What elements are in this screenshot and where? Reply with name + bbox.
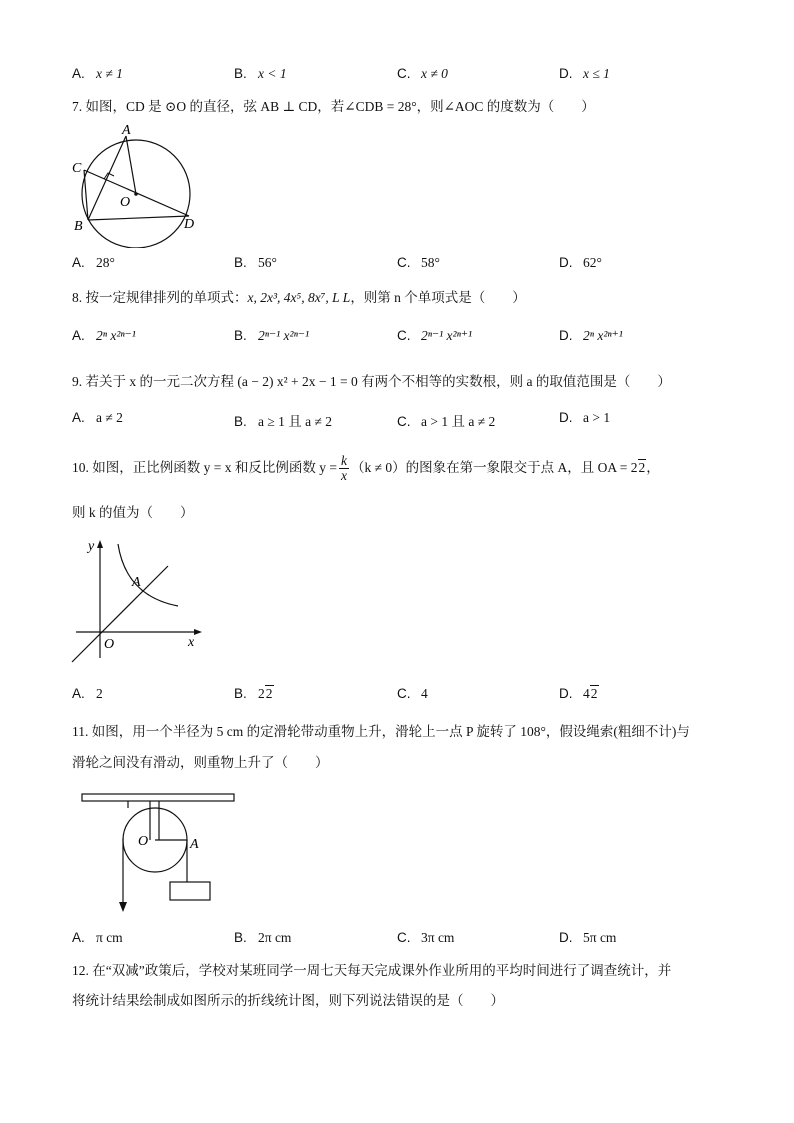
q10-graph-figure — [68, 536, 208, 666]
q8-option-a — [72, 328, 136, 344]
q11-option-a — [72, 930, 123, 946]
label-a: A — [132, 575, 141, 590]
q10-option-b — [234, 686, 274, 702]
q8-sequence: x, 2x³, 4x⁵, 8x⁷, L L — [247, 290, 351, 305]
option-label: B. — [234, 66, 247, 81]
q6-option-d — [559, 66, 610, 82]
q9-option-c — [397, 410, 495, 430]
option-text: 2ⁿ⁻¹ x²ⁿ⁻¹ — [258, 328, 310, 343]
option-text: 2ⁿ x²ⁿ⁻¹ — [96, 328, 136, 343]
label-d: D — [184, 217, 195, 232]
label-a: A — [122, 123, 131, 138]
option-text: 56° — [258, 255, 277, 270]
q8-option-d — [559, 328, 623, 344]
q8-option-b — [234, 328, 309, 344]
option-label: C. — [397, 414, 411, 429]
label-c: C — [72, 161, 82, 176]
option-text: 4 — [421, 686, 428, 701]
q8-text-pre: 8. 按一定规律排列的单项式： — [72, 290, 248, 305]
option-text: π cm — [96, 930, 123, 945]
q9-option-a — [72, 410, 123, 426]
option-label: A. — [72, 328, 85, 343]
q9-question: 9. 若关于 x 的一元二次方程 (a − 2) x² + 2x − 1 = 0 有两个不相等的实数根，则 a 的取值范围是（ ） — [72, 374, 671, 389]
q11-option-b — [234, 930, 291, 946]
q7-option-a — [72, 255, 115, 271]
q7-question: 7. 如图，CD 是 ⊙O 的直径，弦 AB ⊥ CD，若∠CDB = 28°，则∠AOC 的度数为（ ） — [72, 99, 595, 114]
q6-option-b — [234, 66, 287, 82]
option-text: x < 1 — [258, 66, 287, 81]
option-label: B. — [234, 686, 247, 701]
option-label: D. — [559, 255, 573, 270]
option-label: B. — [234, 930, 247, 945]
option-label: B. — [234, 328, 247, 343]
option-text: a ≥ 1 且 a ≠ 2 — [258, 414, 333, 429]
q11-pulley-figure — [80, 788, 240, 914]
option-label: A. — [72, 686, 85, 701]
q11-option-c — [397, 930, 454, 946]
frac-numerator: k — [340, 453, 347, 469]
option-label: C. — [397, 686, 411, 701]
q7-circle-figure — [68, 122, 218, 248]
option-label: D. — [559, 410, 573, 425]
q9-options — [72, 410, 722, 432]
label-a: A — [190, 837, 199, 852]
option-label: D. — [559, 328, 573, 343]
q11-option-d — [559, 930, 616, 946]
option-text: 2π cm — [258, 930, 292, 945]
option-text: x ≠ 1 — [96, 66, 123, 81]
label-b: B — [74, 219, 83, 234]
label-x: x — [188, 635, 195, 650]
frac-denominator: x — [340, 468, 347, 484]
q6-option-c — [397, 66, 448, 82]
option-label: A. — [72, 66, 85, 81]
q6-options — [72, 66, 722, 88]
option-label: A. — [72, 255, 85, 270]
option-label: B. — [234, 255, 247, 270]
option-sqrt: 2 — [590, 686, 598, 701]
option-sqrt: 2 — [265, 686, 273, 701]
option-label: C. — [397, 930, 411, 945]
q11-question-line2: 滑轮之间没有滑动，则重物上升了（ ） — [72, 755, 329, 770]
option-label: A. — [72, 930, 85, 945]
label-o: O — [104, 637, 115, 652]
q8-text-post: ，则第 n 个单项式是（ ） — [350, 290, 526, 305]
option-label: C. — [397, 328, 411, 343]
q10-text-pre: 10. 如图，正比例函数 y = x 和反比例函数 y = — [72, 460, 337, 475]
q11-options — [72, 930, 722, 952]
q10-option-c — [397, 686, 428, 702]
q10-option-a — [72, 686, 103, 702]
q7-options — [72, 255, 722, 277]
label-y: y — [88, 539, 95, 554]
option-text: 2 — [96, 686, 103, 701]
option-label: D. — [559, 66, 573, 81]
option-label: C. — [397, 255, 411, 270]
option-label: B. — [234, 414, 247, 429]
option-text: 2ⁿ⁻¹ x²ⁿ⁺¹ — [421, 328, 473, 343]
option-text: x ≤ 1 — [583, 66, 610, 81]
option-text: 2ⁿ x²ⁿ⁺¹ — [583, 328, 623, 343]
q8-options — [72, 328, 722, 350]
q9-option-d — [559, 410, 610, 426]
option-label: D. — [559, 686, 573, 701]
label-o: O — [138, 834, 149, 849]
q7-option-b — [234, 255, 277, 271]
option-text: a ≠ 2 — [96, 410, 123, 425]
option-text-pre: 4 — [583, 686, 590, 701]
q10-fraction — [339, 454, 349, 483]
option-text: 62° — [583, 255, 602, 270]
q9-option-b — [234, 410, 332, 430]
q11-question-line1: 11. 如图，用一个半径为 5 cm 的定滑轮带动重物上升，滑轮上一点 P 旋转了 108°，假设绳索(粗细不计)与 — [72, 724, 690, 739]
option-text: a > 1 — [583, 410, 611, 425]
q10-options — [72, 686, 722, 708]
option-text: 3π cm — [421, 930, 455, 945]
q10-sqrt: 2 — [638, 460, 646, 475]
q12-question-line1: 12. 在“双减”政策后，学校对某班同学一周七天每天完成课外作业所用的平均时间进行了调查统计，并 — [72, 963, 672, 978]
q7-option-d — [559, 255, 602, 271]
option-label: D. — [559, 930, 573, 945]
option-label: A. — [72, 410, 85, 425]
q10-text-end: ， — [646, 460, 660, 475]
q12-question-line2: 将统计结果绘制成如图所示的折线统计图，则下列说法错误的是（ ） — [72, 993, 504, 1008]
q6-option-a — [72, 66, 123, 82]
option-text: 28° — [96, 255, 115, 270]
q8-option-c — [397, 328, 472, 344]
q10-question — [72, 453, 732, 483]
option-text-pre: 2 — [258, 686, 265, 701]
option-label: C. — [397, 66, 411, 81]
option-text: x ≠ 0 — [421, 66, 448, 81]
option-text: a > 1 且 a ≠ 2 — [421, 414, 496, 429]
q8-question — [72, 287, 732, 309]
q10-question-line2: 则 k 的值为（ ） — [72, 505, 194, 520]
option-text: 58° — [421, 255, 440, 270]
label-o: O — [120, 195, 131, 210]
q10-text-mid: （k ≠ 0）的图象在第一象限交于点 A，且 OA = 2 — [350, 460, 638, 475]
option-text: 5π cm — [583, 930, 617, 945]
q7-option-c — [397, 255, 440, 271]
q10-option-d — [559, 686, 599, 702]
